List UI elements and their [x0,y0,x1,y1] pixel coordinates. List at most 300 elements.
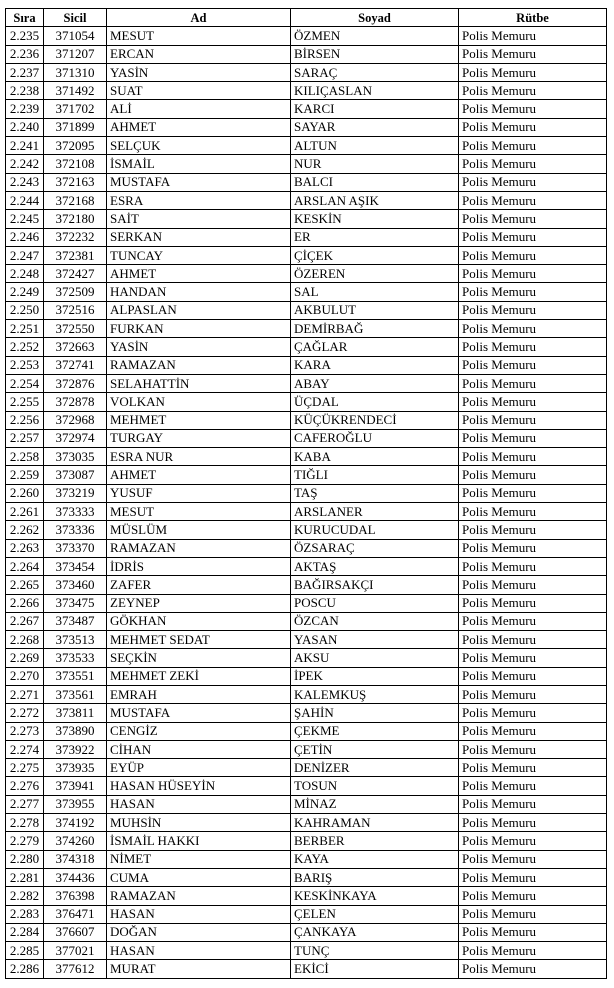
cell-sira: 2.271 [6,685,44,703]
table-row [6,576,607,594]
cell-soyad: ARSLANER [291,503,459,521]
table-row [6,685,607,703]
cell-ad: HASAN HÜSEYİN [107,777,291,795]
cell-rutbe: Polis Memuru [459,228,607,246]
cell-sicil: 373475 [44,594,107,612]
cell-rutbe: Polis Memuru [459,887,607,905]
cell-sira: 2.284 [6,923,44,941]
cell-rutbe: Polis Memuru [459,612,607,630]
cell-sira: 2.241 [6,137,44,155]
table-row [6,118,607,136]
cell-ad: VOLKAN [107,393,291,411]
table-row [6,100,607,118]
cell-sicil: 374436 [44,868,107,886]
cell-sicil: 372878 [44,393,107,411]
cell-soyad: KURUCUDAL [291,521,459,539]
cell-sira: 2.273 [6,722,44,740]
cell-ad: FURKAN [107,320,291,338]
cell-sira: 2.237 [6,63,44,81]
cell-sira: 2.256 [6,411,44,429]
header-rutbe: Rütbe [459,9,607,27]
cell-ad: ALİ [107,100,291,118]
table-row [6,868,607,886]
cell-sira: 2.236 [6,45,44,63]
cell-ad: RAMAZAN [107,356,291,374]
cell-sira: 2.253 [6,356,44,374]
cell-ad: HASAN [107,795,291,813]
cell-soyad: BAĞIRSAKÇI [291,576,459,594]
cell-rutbe: Polis Memuru [459,960,607,978]
cell-rutbe: Polis Memuru [459,63,607,81]
cell-rutbe: Polis Memuru [459,320,607,338]
cell-sira: 2.246 [6,228,44,246]
cell-sicil: 373922 [44,740,107,758]
cell-sicil: 371310 [44,63,107,81]
cell-sira: 2.260 [6,484,44,502]
cell-rutbe: Polis Memuru [459,557,607,575]
cell-sira: 2.267 [6,612,44,630]
cell-ad: AHMET [107,118,291,136]
cell-soyad: AKTAŞ [291,557,459,575]
cell-sicil: 372095 [44,137,107,155]
cell-soyad: ÇETİN [291,740,459,758]
cell-ad: GÖKHAN [107,612,291,630]
cell-sicil: 373533 [44,649,107,667]
cell-ad: EMRAH [107,685,291,703]
cell-sira: 2.285 [6,942,44,960]
cell-rutbe: Polis Memuru [459,265,607,283]
cell-rutbe: Polis Memuru [459,429,607,447]
cell-soyad: TIĞLI [291,466,459,484]
cell-ad: RAMAZAN [107,539,291,557]
table-row [6,45,607,63]
cell-sicil: 373487 [44,612,107,630]
cell-soyad: ÜÇDAL [291,393,459,411]
cell-ad: İSMAİL [107,155,291,173]
table-row [6,484,607,502]
table-row [6,594,607,612]
cell-rutbe: Polis Memuru [459,393,607,411]
cell-sicil: 372180 [44,210,107,228]
cell-ad: İSMAİL HAKKI [107,832,291,850]
cell-rutbe: Polis Memuru [459,722,607,740]
cell-soyad: YASAN [291,631,459,649]
table-row [6,393,607,411]
cell-rutbe: Polis Memuru [459,338,607,356]
table-row [6,338,607,356]
cell-rutbe: Polis Memuru [459,155,607,173]
cell-sicil: 376398 [44,887,107,905]
cell-sicil: 377021 [44,942,107,960]
cell-sira: 2.261 [6,503,44,521]
cell-ad: SELAHATTİN [107,374,291,392]
cell-soyad: ŞAHİN [291,704,459,722]
cell-soyad: AKBULUT [291,301,459,319]
table-row [6,228,607,246]
cell-rutbe: Polis Memuru [459,356,607,374]
cell-sira: 2.245 [6,210,44,228]
cell-soyad: KESKİNKAYA [291,887,459,905]
cell-rutbe: Polis Memuru [459,832,607,850]
cell-sira: 2.263 [6,539,44,557]
cell-sira: 2.286 [6,960,44,978]
cell-sicil: 372168 [44,191,107,209]
table-row [6,411,607,429]
cell-sicil: 372663 [44,338,107,356]
cell-soyad: ER [291,228,459,246]
cell-rutbe: Polis Memuru [459,82,607,100]
cell-soyad: TOSUN [291,777,459,795]
cell-sicil: 373811 [44,704,107,722]
cell-soyad: İPEK [291,667,459,685]
table-row [6,740,607,758]
cell-ad: DOĞAN [107,923,291,941]
table-row [6,466,607,484]
cell-ad: MUSTAFA [107,173,291,191]
table-row [6,905,607,923]
cell-sicil: 373941 [44,777,107,795]
header-soyad: Soyad [291,9,459,27]
cell-sira: 2.254 [6,374,44,392]
cell-soyad: MİNAZ [291,795,459,813]
cell-soyad: ÖZSARAÇ [291,539,459,557]
cell-soyad: ÇEKME [291,722,459,740]
cell-sira: 2.270 [6,667,44,685]
cell-soyad: TUNÇ [291,942,459,960]
cell-soyad: ÖZMEN [291,27,459,45]
cell-rutbe: Polis Memuru [459,411,607,429]
cell-sicil: 372163 [44,173,107,191]
cell-sicil: 372509 [44,283,107,301]
cell-soyad: AKSU [291,649,459,667]
cell-sicil: 374260 [44,832,107,850]
cell-ad: MEHMET [107,411,291,429]
cell-sicil: 376607 [44,923,107,941]
table-row [6,631,607,649]
table-row [6,557,607,575]
cell-ad: CENGİZ [107,722,291,740]
cell-soyad: ÇELEN [291,905,459,923]
header-sicil: Sicil [44,9,107,27]
cell-sira: 2.252 [6,338,44,356]
cell-sira: 2.280 [6,850,44,868]
cell-rutbe: Polis Memuru [459,45,607,63]
cell-rutbe: Polis Memuru [459,484,607,502]
cell-rutbe: Polis Memuru [459,27,607,45]
cell-sicil: 371207 [44,45,107,63]
cell-soyad: DEMİRBAĞ [291,320,459,338]
cell-soyad: KARCI [291,100,459,118]
cell-rutbe: Polis Memuru [459,685,607,703]
cell-rutbe: Polis Memuru [459,576,607,594]
cell-sira: 2.242 [6,155,44,173]
table-row [6,191,607,209]
cell-ad: SAİT [107,210,291,228]
cell-soyad: ABAY [291,374,459,392]
cell-rutbe: Polis Memuru [459,905,607,923]
cell-rutbe: Polis Memuru [459,868,607,886]
cell-sicil: 373935 [44,759,107,777]
cell-ad: MUHSİN [107,814,291,832]
cell-rutbe: Polis Memuru [459,777,607,795]
table-row [6,814,607,832]
cell-sicil: 373955 [44,795,107,813]
cell-ad: CUMA [107,868,291,886]
cell-soyad: ÇANKAYA [291,923,459,941]
cell-sira: 2.282 [6,887,44,905]
cell-sira: 2.251 [6,320,44,338]
cell-sira: 2.238 [6,82,44,100]
cell-ad: EYÜP [107,759,291,777]
cell-ad: TUNCAY [107,246,291,264]
cell-sicil: 377612 [44,960,107,978]
cell-rutbe: Polis Memuru [459,740,607,758]
cell-soyad: KÜÇÜKRENDECİ [291,411,459,429]
cell-sicil: 373513 [44,631,107,649]
cell-ad: MESUT [107,27,291,45]
personnel-table [5,8,607,979]
cell-rutbe: Polis Memuru [459,649,607,667]
cell-sicil: 372516 [44,301,107,319]
table-row [6,27,607,45]
cell-sicil: 373370 [44,539,107,557]
cell-soyad: BİRSEN [291,45,459,63]
table-row [6,923,607,941]
table-row [6,704,607,722]
cell-sicil: 372232 [44,228,107,246]
table-row [6,356,607,374]
cell-ad: ALPASLAN [107,301,291,319]
cell-ad: HASAN [107,905,291,923]
cell-sicil: 371899 [44,118,107,136]
cell-ad: ZEYNEP [107,594,291,612]
table-body [6,27,607,978]
cell-rutbe: Polis Memuru [459,814,607,832]
cell-sira: 2.250 [6,301,44,319]
cell-sicil: 374192 [44,814,107,832]
cell-ad: MURAT [107,960,291,978]
cell-rutbe: Polis Memuru [459,283,607,301]
cell-ad: MÜSLÜM [107,521,291,539]
cell-soyad: KAHRAMAN [291,814,459,832]
table-row [6,722,607,740]
header-ad: Ad [107,9,291,27]
table-row [6,887,607,905]
table-row [6,649,607,667]
cell-soyad: ÖZEREN [291,265,459,283]
cell-soyad: ÖZCAN [291,612,459,630]
cell-rutbe: Polis Memuru [459,374,607,392]
cell-rutbe: Polis Memuru [459,850,607,868]
cell-sira: 2.264 [6,557,44,575]
cell-sira: 2.248 [6,265,44,283]
cell-soyad: TAŞ [291,484,459,502]
cell-sicil: 372974 [44,429,107,447]
cell-sira: 2.235 [6,27,44,45]
cell-sicil: 376471 [44,905,107,923]
table-row [6,210,607,228]
table-row [6,82,607,100]
cell-sicil: 372968 [44,411,107,429]
cell-sicil: 373087 [44,466,107,484]
cell-ad: RAMAZAN [107,887,291,905]
cell-sicil: 372108 [44,155,107,173]
cell-sicil: 372741 [44,356,107,374]
cell-soyad: ALTUN [291,137,459,155]
cell-soyad: ÇAĞLAR [291,338,459,356]
cell-ad: MESUT [107,503,291,521]
table-row [6,503,607,521]
table-row [6,960,607,978]
cell-ad: CİHAN [107,740,291,758]
cell-sira: 2.259 [6,466,44,484]
table-header-row [6,9,607,27]
cell-rutbe: Polis Memuru [459,191,607,209]
cell-soyad: KALEMKUŞ [291,685,459,703]
table-row [6,63,607,81]
cell-sira: 2.268 [6,631,44,649]
table-row [6,667,607,685]
cell-soyad: DENİZER [291,759,459,777]
cell-ad: İDRİS [107,557,291,575]
cell-ad: HANDAN [107,283,291,301]
cell-sicil: 371492 [44,82,107,100]
table-row [6,155,607,173]
cell-ad: TURGAY [107,429,291,447]
cell-sicil: 373460 [44,576,107,594]
table-row [6,942,607,960]
cell-sicil: 373551 [44,667,107,685]
cell-sicil: 373561 [44,685,107,703]
cell-ad: NİMET [107,850,291,868]
cell-rutbe: Polis Memuru [459,521,607,539]
table-row [6,137,607,155]
cell-sira: 2.262 [6,521,44,539]
cell-soyad: ARSLAN AŞIK [291,191,459,209]
cell-soyad: KESKİN [291,210,459,228]
cell-sira: 2.269 [6,649,44,667]
table-row [6,429,607,447]
cell-ad: SEÇKİN [107,649,291,667]
cell-sira: 2.266 [6,594,44,612]
cell-rutbe: Polis Memuru [459,301,607,319]
table-row [6,246,607,264]
header-sira: Sıra [6,9,44,27]
cell-rutbe: Polis Memuru [459,137,607,155]
cell-rutbe: Polis Memuru [459,210,607,228]
cell-sira: 2.278 [6,814,44,832]
cell-sira: 2.243 [6,173,44,191]
cell-rutbe: Polis Memuru [459,594,607,612]
cell-ad: SELÇUK [107,137,291,155]
cell-ad: YASİN [107,338,291,356]
cell-rutbe: Polis Memuru [459,759,607,777]
cell-sicil: 373219 [44,484,107,502]
cell-soyad: CAFEROĞLU [291,429,459,447]
cell-sicil: 374318 [44,850,107,868]
table-row [6,374,607,392]
cell-ad: MEHMET SEDAT [107,631,291,649]
cell-sira: 2.272 [6,704,44,722]
cell-rutbe: Polis Memuru [459,173,607,191]
cell-rutbe: Polis Memuru [459,118,607,136]
cell-sira: 2.255 [6,393,44,411]
cell-rutbe: Polis Memuru [459,704,607,722]
cell-sira: 2.244 [6,191,44,209]
table-row [6,612,607,630]
cell-sira: 2.265 [6,576,44,594]
cell-rutbe: Polis Memuru [459,539,607,557]
cell-ad: SUAT [107,82,291,100]
table-row [6,777,607,795]
cell-sira: 2.274 [6,740,44,758]
table-row [6,301,607,319]
cell-ad: AHMET [107,466,291,484]
table-row [6,850,607,868]
cell-soyad: BALCI [291,173,459,191]
table-row [6,448,607,466]
cell-ad: YASİN [107,63,291,81]
cell-soyad: SAYAR [291,118,459,136]
cell-sira: 2.239 [6,100,44,118]
cell-soyad: KAYA [291,850,459,868]
cell-sicil: 372381 [44,246,107,264]
cell-sicil: 372550 [44,320,107,338]
cell-sira: 2.247 [6,246,44,264]
table-row [6,320,607,338]
cell-ad: MUSTAFA [107,704,291,722]
cell-soyad: POSCU [291,594,459,612]
cell-ad: ERCAN [107,45,291,63]
cell-soyad: EKİCİ [291,960,459,978]
cell-rutbe: Polis Memuru [459,448,607,466]
cell-soyad: BARIŞ [291,868,459,886]
cell-sicil: 373890 [44,722,107,740]
cell-sira: 2.279 [6,832,44,850]
cell-sira: 2.240 [6,118,44,136]
cell-sira: 2.276 [6,777,44,795]
cell-sicil: 372876 [44,374,107,392]
cell-soyad: ÇİÇEK [291,246,459,264]
cell-ad: SERKAN [107,228,291,246]
table-row [6,795,607,813]
cell-ad: MEHMET ZEKİ [107,667,291,685]
cell-sicil: 373333 [44,503,107,521]
cell-rutbe: Polis Memuru [459,631,607,649]
cell-soyad: SAL [291,283,459,301]
cell-soyad: NUR [291,155,459,173]
cell-ad: ESRA NUR [107,448,291,466]
cell-sicil: 373454 [44,557,107,575]
cell-rutbe: Polis Memuru [459,942,607,960]
cell-rutbe: Polis Memuru [459,503,607,521]
cell-sira: 2.281 [6,868,44,886]
cell-sicil: 371702 [44,100,107,118]
table-row [6,283,607,301]
cell-soyad: SARAÇ [291,63,459,81]
cell-rutbe: Polis Memuru [459,795,607,813]
table-row [6,759,607,777]
cell-sira: 2.257 [6,429,44,447]
table-row [6,539,607,557]
cell-sicil: 373336 [44,521,107,539]
cell-rutbe: Polis Memuru [459,246,607,264]
cell-sicil: 371054 [44,27,107,45]
cell-sicil: 372427 [44,265,107,283]
table-row [6,832,607,850]
cell-ad: ZAFER [107,576,291,594]
cell-soyad: KABA [291,448,459,466]
